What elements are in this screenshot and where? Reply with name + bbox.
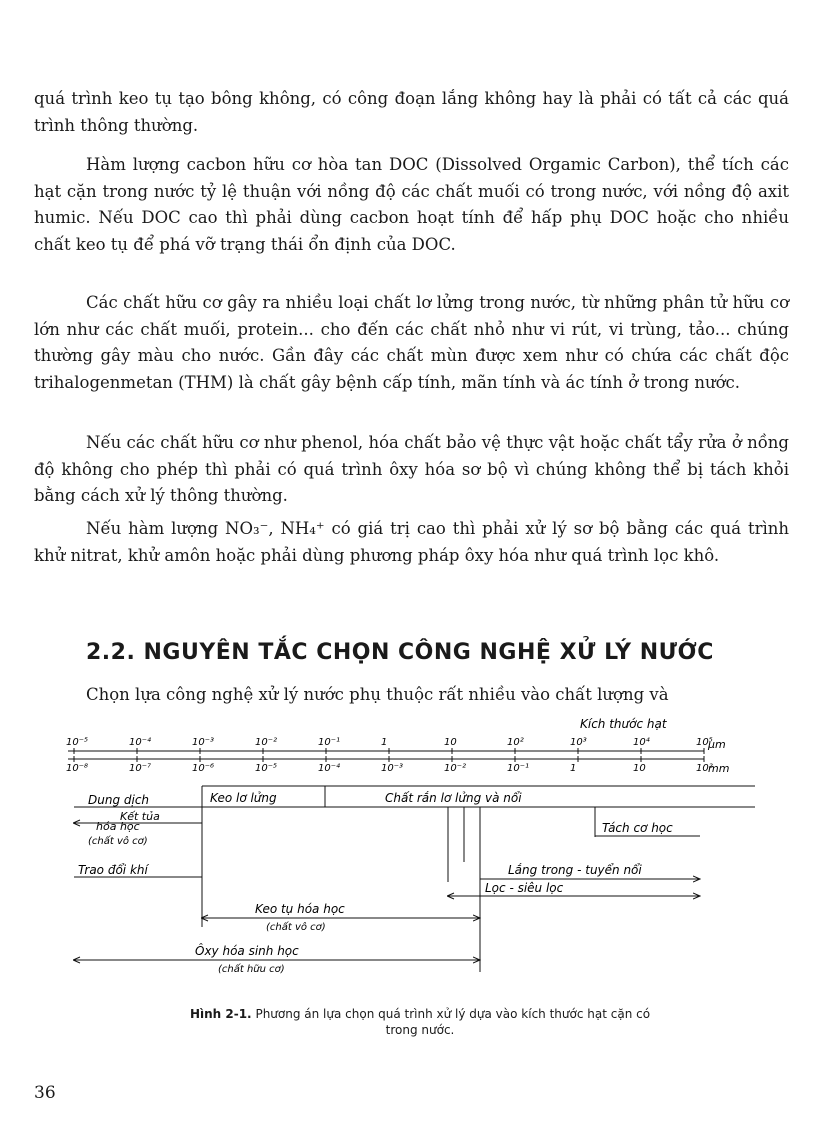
mm-unit: mm: [708, 762, 730, 775]
mm-tick-label: 1: [570, 763, 577, 774]
hoa-hoc-label: hóa học: [96, 820, 140, 833]
class-chat-ran: Chất rắn lơ lửng và nổi: [385, 791, 522, 805]
mm-tick-label: 10⁻⁴: [318, 763, 341, 774]
um-tick-label: 10⁻²: [255, 737, 278, 748]
caption-label: Hình 2-1.: [189, 1007, 252, 1021]
ket-tua-sub: (chất vô cơ): [88, 836, 148, 847]
mm-tick-label: 10⁻⁷: [129, 763, 152, 774]
ket-tua-label: Kết tủa: [120, 810, 160, 823]
um-tick-label: 10²: [507, 737, 524, 748]
tach-co-hoc-label: Tách cơ học: [602, 821, 673, 835]
um-tick-label: 10⁻¹: [318, 737, 341, 748]
mm-tick-label: 10⁻²: [444, 763, 467, 774]
particle-size-diagram: [60, 712, 780, 982]
oxy-hoa-label: Ôxy hóa sinh học: [195, 944, 299, 958]
paragraph-1: quá trình keo tụ tạo bông không, có công đoạn lắng không hay là phải có tất cả các quá trình thông thường.: [34, 89, 789, 135]
paragraph-4: Nếu các chất hữu cơ như phenol, hóa chất bảo vệ thực vật hoặc chất tẩy rửa ở nồng độ không cho phép thì phải có quá trình ôxy hóa sơ bộ vì chúng không thể bị tách khỏi bằng cách xử lý thông thường.: [34, 433, 789, 505]
section-heading: 2.2. NGUYÊN TẮC CHỌN CÔNG NGHỆ XỬ LÝ NƯỚC: [86, 640, 714, 665]
mm-tick-label: 10⁻⁶: [192, 763, 215, 774]
section-intro: Chọn lựa công nghệ xử lý nước phụ thuộc rất nhiều vào chất lượng và: [86, 685, 669, 704]
class-keo: Keo lơ lửng: [210, 791, 277, 805]
paragraph-2: Hàm lượng cacbon hữu cơ hòa tan DOC (Dissolved Orgamic Carbon), thể tích các hạt cặn trong nước tỷ lệ thuận với nồng độ các chất muối có trong nước, với nồng độ axit humic. Nếu DOC cao thì phải dùng cacbon hoạt tính để hấp phụ DOC hoặc cho nhiều chất keo tụ để phá vỡ trạng thái ổn định của DOC.: [34, 155, 789, 254]
axis-title: Kích thước hạt: [580, 717, 667, 731]
trao-doi-khi-label: Trao đổi khí: [78, 863, 148, 877]
oxy-hoa-sub: (chất hữu cơ): [218, 964, 285, 975]
caption-text: Phương án lựa chọn quá trình xử lý dựa vào kích thước hạt cặn có trong nước.: [255, 1007, 651, 1037]
paragraph-3: Các chất hữu cơ gây ra nhiều loại chất lơ lửng trong nước, từ những phân tử hữu cơ lớn như các chất muối, protein... cho đến các chất nhỏ như vi rút, vi trùng, tảo... chúng thường gây màu cho nước. Gần đây các chất mùn được xem như có chứa các chất độc trihalogenmetan (THM) là chất gây bệnh cấp tính, mãn tính và ác tính ở trong nước.: [34, 293, 789, 392]
um-tick-label: 10⁴: [633, 737, 650, 748]
um-tick-label: 10⁻⁵: [66, 737, 89, 748]
lang-trong-label: Lắng trong - tuyển nổi: [508, 863, 642, 877]
mm-tick-label: 10⁻³: [381, 763, 404, 774]
page-number: 36: [34, 1083, 56, 1103]
mm-tick-label: 10⁻¹: [507, 763, 530, 774]
um-tick-label: 1: [381, 737, 388, 748]
loc-label: Lọc - siêu lọc: [485, 881, 564, 895]
um-unit: µm: [708, 738, 726, 751]
paragraph-5: Nếu hàm lượng NO₃⁻, NH₄⁺ có giá trị cao thì phải xử lý sơ bộ bằng các quá trình khử nitrat, khử amôn hoặc phải dùng phương pháp ôxy hóa như quá trình lọc khô.: [34, 519, 789, 565]
class-dung-dich: Dung dịch: [88, 793, 150, 807]
um-tick-label: 10⁻⁴: [129, 737, 152, 748]
figure-caption: [180, 1006, 660, 1038]
mm-tick-label: 10²: [696, 763, 713, 774]
um-tick-label: 10⁵: [696, 737, 713, 748]
um-tick-label: 10⁻³: [192, 737, 215, 748]
keo-tu-label: Keo tụ hóa học: [255, 902, 345, 916]
mm-tick-label: 10⁻⁸: [66, 763, 89, 774]
um-tick-label: 10³: [570, 737, 587, 748]
mm-tick-label: 10⁻⁵: [255, 763, 278, 774]
keo-tu-sub: (chất vô cơ): [266, 922, 326, 933]
mm-tick-label: 10: [633, 763, 646, 774]
um-tick-label: 10: [444, 737, 457, 748]
